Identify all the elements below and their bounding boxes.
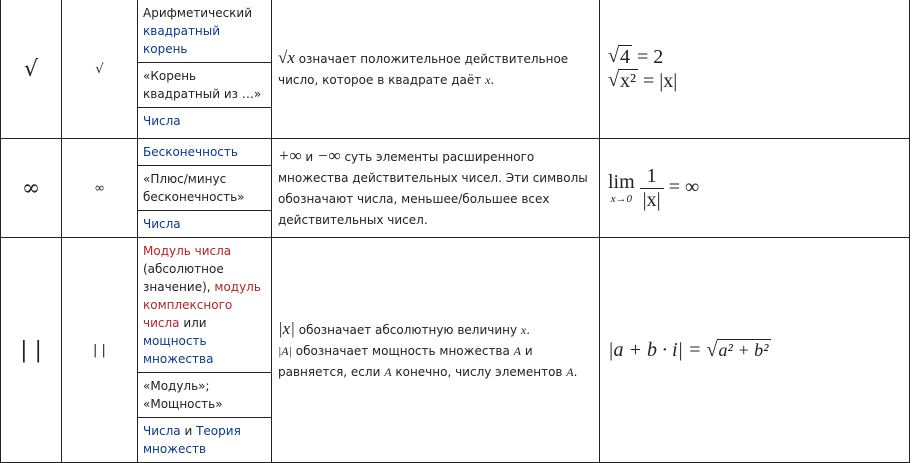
desc-text: и	[301, 150, 318, 164]
spoken-block	[138, 63, 271, 108]
name-link[interactable]: Бесконечность	[143, 145, 238, 159]
html-render-glyph: | |	[93, 342, 106, 358]
symbol-glyph: √	[23, 56, 39, 82]
desc-text: конечно, числу элементов	[391, 364, 567, 379]
spoken-block	[138, 166, 271, 211]
symbol-cell	[1, 139, 62, 238]
name-text: Арифметический	[143, 6, 253, 20]
desc-text: суть элементы расширенного множества действительных чисел. Эти символы обозначают числа, меньшее/большее всех действительных чисел.	[278, 150, 588, 227]
limit-operator	[608, 171, 635, 205]
desc-math: +∞	[278, 146, 302, 165]
example-cell	[600, 139, 910, 238]
example-cell	[600, 0, 910, 139]
branch-link[interactable]: Числа	[143, 114, 181, 128]
name-link[interactable]: модуль комплексного числа	[143, 280, 261, 330]
html-render-glyph: √	[95, 61, 104, 77]
branch-link[interactable]: Числа	[143, 424, 181, 438]
html-render-cell	[62, 0, 138, 139]
name-cell	[138, 238, 272, 463]
desc-text: и равняется, если	[278, 343, 533, 379]
desc-end: .	[526, 322, 531, 337]
lim-text: lim	[608, 171, 635, 193]
desc-var: x	[485, 73, 491, 87]
table-row	[1, 139, 910, 238]
desc-var: x	[520, 322, 527, 337]
desc-math: |x|	[278, 318, 295, 338]
table-row	[1, 0, 910, 139]
description-cell	[272, 0, 600, 139]
name-text: (абсолютное значение),	[143, 262, 224, 294]
symbol-cell	[1, 238, 62, 463]
name-link[interactable]: мощность множества	[143, 334, 214, 366]
name-cell	[138, 139, 272, 238]
desc-var: A	[384, 364, 392, 379]
fraction	[640, 165, 664, 212]
branch-link[interactable]: Числа	[143, 217, 181, 231]
html-render-cell	[62, 238, 138, 463]
radicand: a² + b²	[718, 339, 769, 360]
desc-text: обозначает абсолютную величину	[294, 322, 521, 337]
name-block	[138, 238, 271, 373]
radicand: x²	[620, 70, 636, 92]
branch-link[interactable]: Теория множеств	[143, 424, 241, 456]
desc-var: A	[513, 343, 522, 358]
symbol-cell	[1, 0, 62, 139]
symbol-glyph: ∞	[21, 175, 41, 201]
html-render-cell	[62, 139, 138, 238]
spoken-text: «Корень квадратный из …»	[143, 69, 262, 101]
example-rest: = ∞	[668, 175, 700, 198]
name-block	[138, 0, 271, 63]
example-rest: = |x|	[643, 70, 678, 92]
desc-math: −∞	[317, 146, 341, 165]
lim-subscript: x→0	[610, 193, 633, 205]
denominator: |x|	[642, 188, 661, 211]
example-rest: = 2	[637, 46, 664, 68]
desc-var: A	[566, 364, 574, 379]
example-cell: |a + b · i| = √ a² + b²	[600, 238, 910, 463]
desc-text: означает положительное действительное число, которое в квадрате даёт	[278, 52, 569, 87]
branch-block	[138, 211, 271, 237]
desc-math: √x	[278, 48, 295, 67]
table-row	[1, 238, 910, 463]
desc-end: .	[490, 73, 495, 87]
desc-end: .	[573, 364, 578, 379]
example-line-1: √ 4 = 2	[608, 45, 664, 68]
name-block	[138, 139, 271, 166]
example-line-2: √ x² = |x|	[608, 69, 678, 92]
branch-text: и	[180, 424, 197, 438]
description-cell	[272, 139, 600, 238]
name-text: или	[179, 316, 207, 330]
name-link[interactable]: квадратный корень	[143, 24, 221, 56]
radicand: 4	[620, 46, 630, 68]
spoken-text: «Плюс/минус бесконечность»	[143, 172, 245, 204]
description-cell	[272, 238, 600, 463]
name-link[interactable]: Модуль числа	[143, 244, 232, 258]
branch-block	[138, 108, 271, 134]
spoken-block	[138, 373, 271, 418]
branch-block	[138, 418, 271, 462]
desc-math: |A|	[278, 343, 292, 358]
spoken-text: «Модуль»; «Мощность»	[143, 379, 223, 411]
name-cell	[138, 0, 272, 139]
desc-text: обозначает мощность множества	[291, 343, 514, 358]
example-left: |a + b · i| =	[608, 338, 702, 361]
html-render-glyph: ∞	[94, 180, 105, 196]
numerator: 1	[640, 165, 664, 189]
symbol-glyph: | |	[20, 337, 42, 363]
